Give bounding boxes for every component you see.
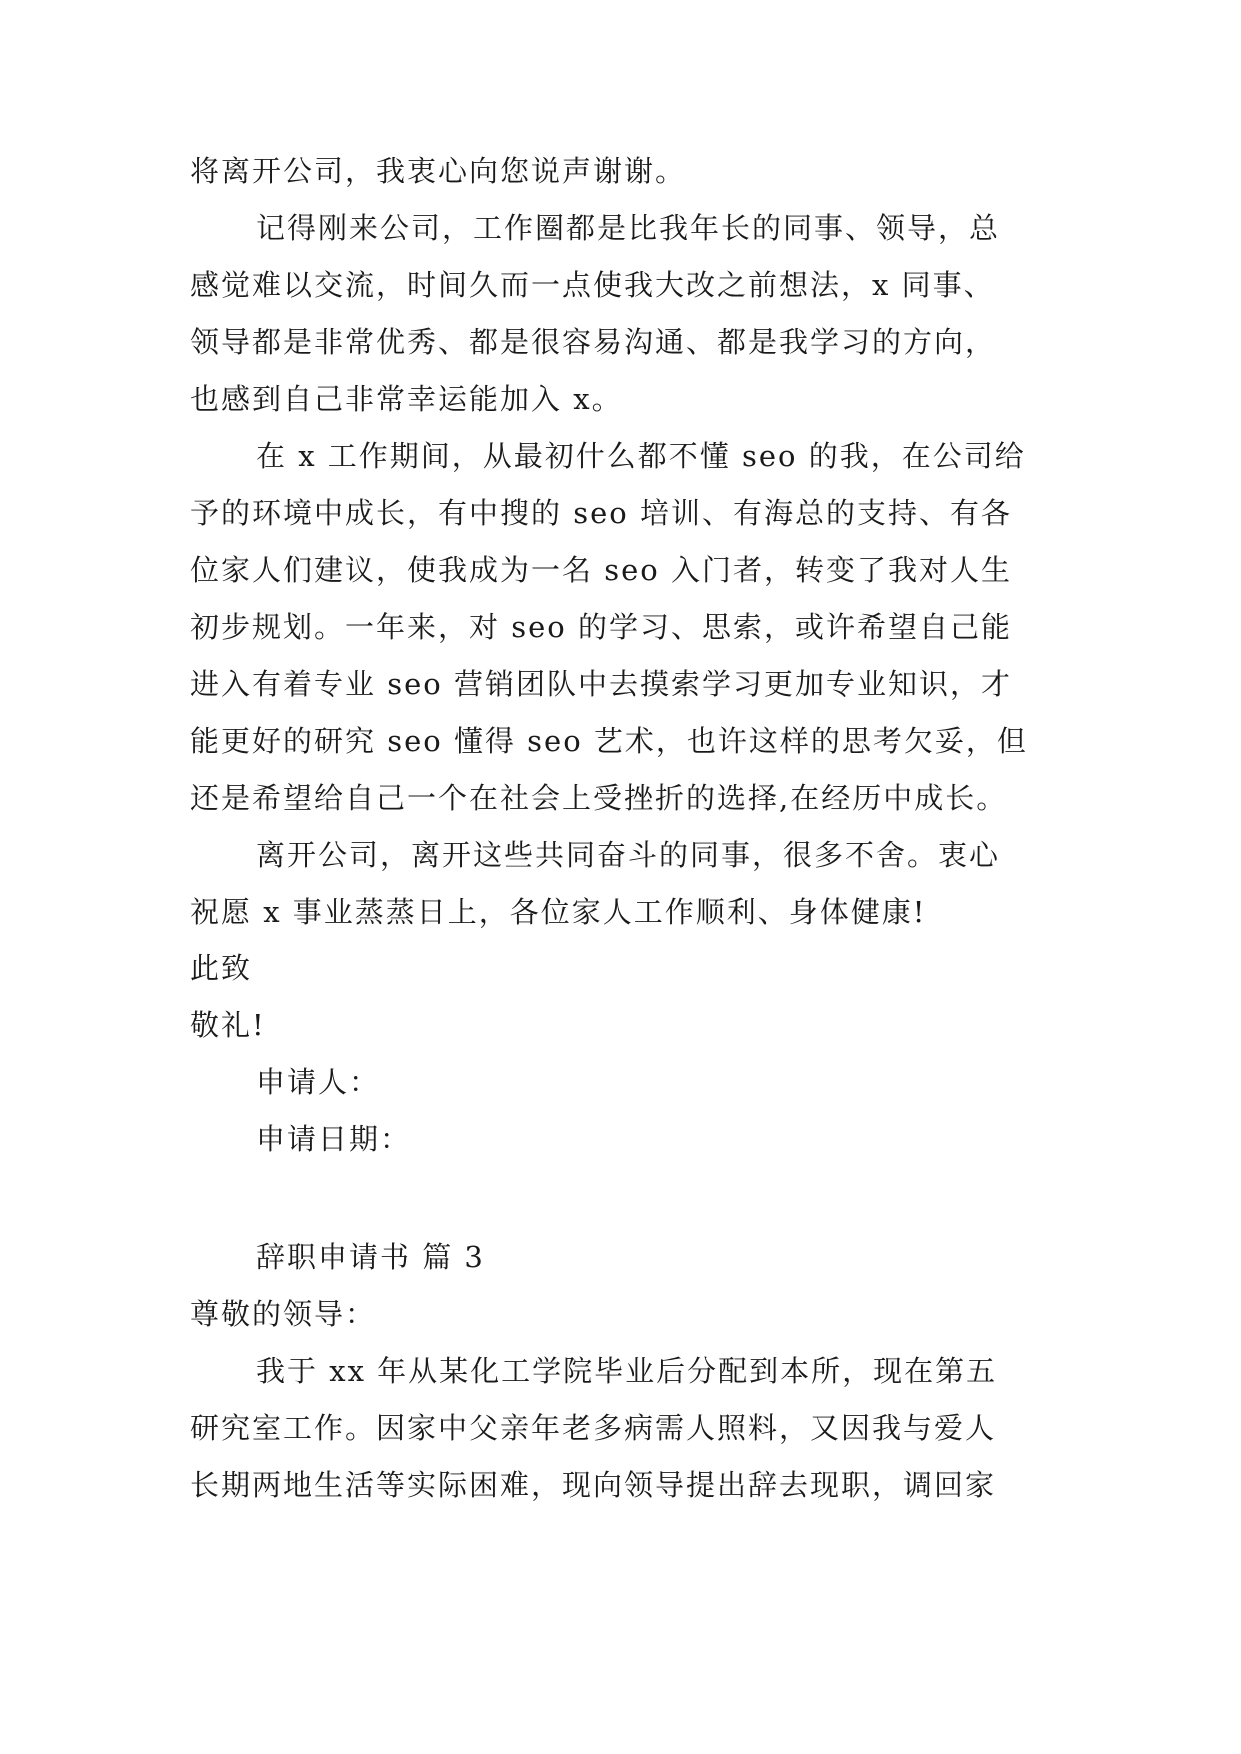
paragraph-line: 我于 xx 年从某化工学院毕业后分配到本所，现在第五 [256,1354,998,1388]
paragraph-line: 将离开公司，我衷心向您说声谢谢。 [190,154,687,188]
closing-line: 敬礼! [190,1008,266,1042]
paragraph-line: 在 x 工作期间，从最初什么都不懂 seo 的我，在公司给 [256,439,1026,473]
paragraph-line: 进入有着专业 seo 营销团队中去摸索学习更加专业知识，才 [190,667,1012,701]
paragraph-line: 予的环境中成长，有中搜的 seo 培训、有海总的支持、有各 [190,496,1012,530]
paragraph-line: 长期两地生活等实际困难，现向领导提出辞去现职，调回家 [190,1468,997,1502]
paragraph-line: 能更好的研究 seo 懂得 seo 艺术，也许这样的思考欠妥，但 [190,724,1028,758]
paragraph-line: 离开公司，离开这些共同奋斗的同事，很多不舍。衷心 [256,838,1001,872]
paragraph-line: 还是希望给自己一个在社会上受挫折的选择,在经历中成长。 [190,781,1008,815]
closing-line: 此致 [190,951,253,985]
paragraph-line: 位家人们建议，使我成为一名 seo 入门者，转变了我对人生 [190,553,1012,587]
signature-date: 申请日期： [256,1122,412,1156]
paragraph-line: 也感到自己非常幸运能加入 x。 [190,382,623,416]
paragraph-line: 祝愿 x 事业蒸蒸日上，各位家人工作顺利、身体健康! [190,895,927,929]
paragraph-line: 初步规划。一年来，对 seo 的学习、思索，或许希望自己能 [190,610,1012,644]
signature-applicant: 申请人： [256,1065,381,1099]
paragraph-line: 感觉难以交流，时间久而一点使我大改之前想法，x 同事、 [190,268,995,302]
section-heading: 辞职申请书 篇 3 [256,1240,485,1274]
salutation: 尊敬的领导： [190,1297,377,1331]
paragraph-line: 记得刚来公司，工作圈都是比我年长的同事、领导，总 [256,211,1001,245]
paragraph-line: 领导都是非常优秀、都是很容易沟通、都是我学习的方向， [190,325,997,359]
paragraph-line: 研究室工作。因家中父亲年老多病需人照料，又因我与爱人 [190,1411,997,1445]
